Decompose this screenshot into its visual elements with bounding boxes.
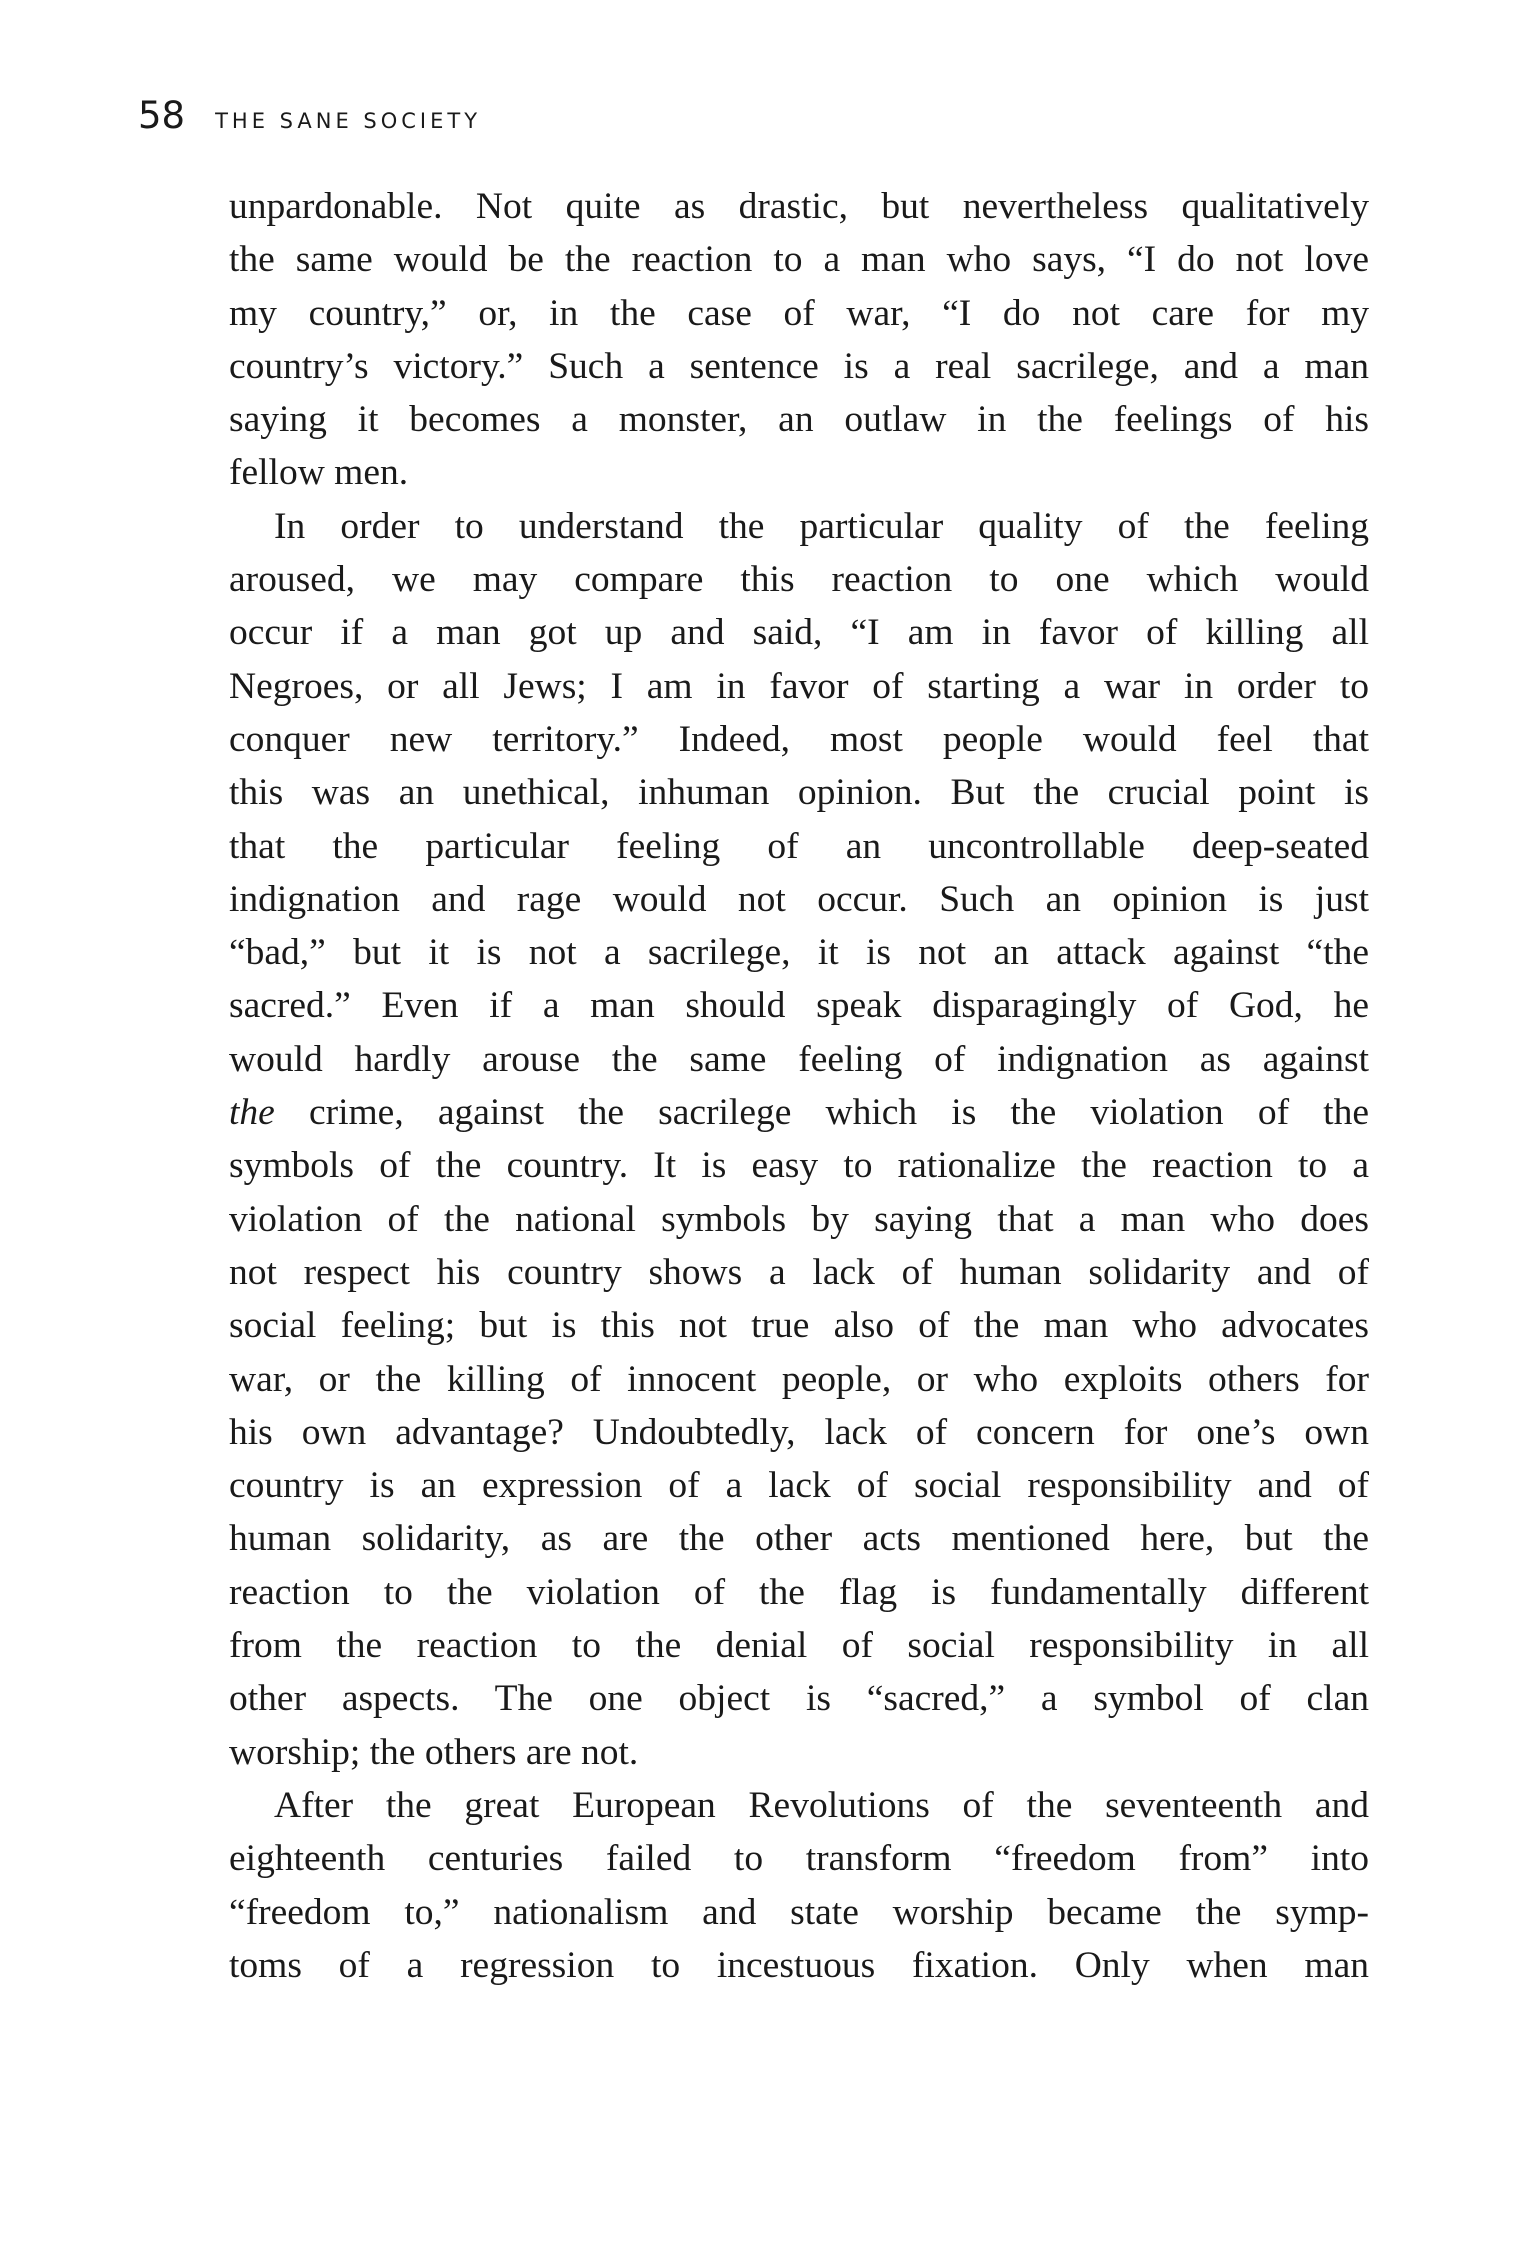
text-line: eighteenth centuries failed to transform “freedom from” into	[229, 1838, 1369, 1880]
text-line: indignation and rage would not occur. Such an opinion is just	[229, 878, 1369, 920]
text-line: symbols of the country. It is easy to rationalize the reaction to a	[229, 1145, 1369, 1187]
text-line: war, or the killing of innocent people, or who exploits others for	[229, 1358, 1369, 1400]
text-line: occur if a man got up and said, “I am in favor of killing all	[229, 612, 1369, 654]
body-text	[229, 180, 1369, 1992]
paragraph-2	[229, 500, 1369, 1779]
text-line: other aspects. The one object is “sacred,” a symbol of clan	[229, 1678, 1369, 1720]
text-line: this was an unethical, inhuman opinion. But the crucial point is	[229, 772, 1369, 814]
text-line: “bad,” but it is not a sacrilege, it is not an attack against “the	[229, 932, 1369, 974]
text-line: worship; the others are not.	[229, 1731, 639, 1773]
text-line-italic-start	[229, 1086, 1369, 1139]
paragraph-3	[229, 1779, 1369, 1992]
text-line: my country,” or, in the case of war, “I do not care for my	[229, 292, 1369, 334]
italic-word: the	[229, 1092, 275, 1134]
text-line: “freedom to,” nationalism and state worship became the symp-	[229, 1891, 1369, 1933]
text-line: toms of a regression to incestuous fixation. Only when man	[229, 1944, 1369, 1986]
text-line: In order to understand the particular quality of the feeling	[274, 505, 1369, 547]
text-line: sacred.” Even if a man should speak disparagingly of God, he	[229, 985, 1369, 1027]
text-line-rest: crime, against the sacrilege which is the violation of the	[274, 1092, 1369, 1134]
text-line: not respect his country shows a lack of human solidarity and of	[229, 1251, 1369, 1293]
text-line: aroused, we may compare this reaction to one which would	[229, 559, 1369, 601]
running-head: THE SANE SOCIETY	[215, 109, 482, 133]
text-line: that the particular feeling of an uncontrollable deep-seated	[229, 825, 1369, 867]
text-line: country is an expression of a lack of social responsibility and of	[229, 1465, 1369, 1507]
text-line: Negroes, or all Jews; I am in favor of starting a war in order to	[229, 665, 1369, 707]
text-line: human solidarity, as are the other acts mentioned here, but the	[229, 1518, 1369, 1560]
page-number: 58	[138, 94, 186, 137]
text-line: from the reaction to the denial of social responsibility in all	[229, 1625, 1369, 1667]
text-line: the same would be the reaction to a man who says, “I do not love	[229, 239, 1369, 281]
text-line: After the great European Revolutions of the seventeenth and	[274, 1784, 1369, 1826]
text-line: fellow men.	[229, 452, 409, 494]
text-line: conquer new territory.” Indeed, most people would feel that	[229, 718, 1369, 760]
text-line: violation of the national symbols by saying that a man who does	[229, 1198, 1369, 1240]
text-line: social feeling; but is this not true also of the man who advocates	[229, 1305, 1369, 1347]
paragraph-1	[229, 180, 1369, 500]
text-line: unpardonable. Not quite as drastic, but nevertheless qualitatively	[229, 186, 1369, 227]
text-line: saying it becomes a monster, an outlaw in the feelings of his	[229, 399, 1369, 441]
text-line: country’s victory.” Such a sentence is a real sacrilege, and a man	[229, 345, 1369, 387]
page-header	[138, 94, 481, 137]
text-line: his own advantage? Undoubtedly, lack of concern for one’s own	[229, 1411, 1369, 1453]
text-line: reaction to the violation of the flag is fundamentally different	[229, 1571, 1369, 1613]
text-line: would hardly arouse the same feeling of indignation as against	[229, 1038, 1369, 1080]
